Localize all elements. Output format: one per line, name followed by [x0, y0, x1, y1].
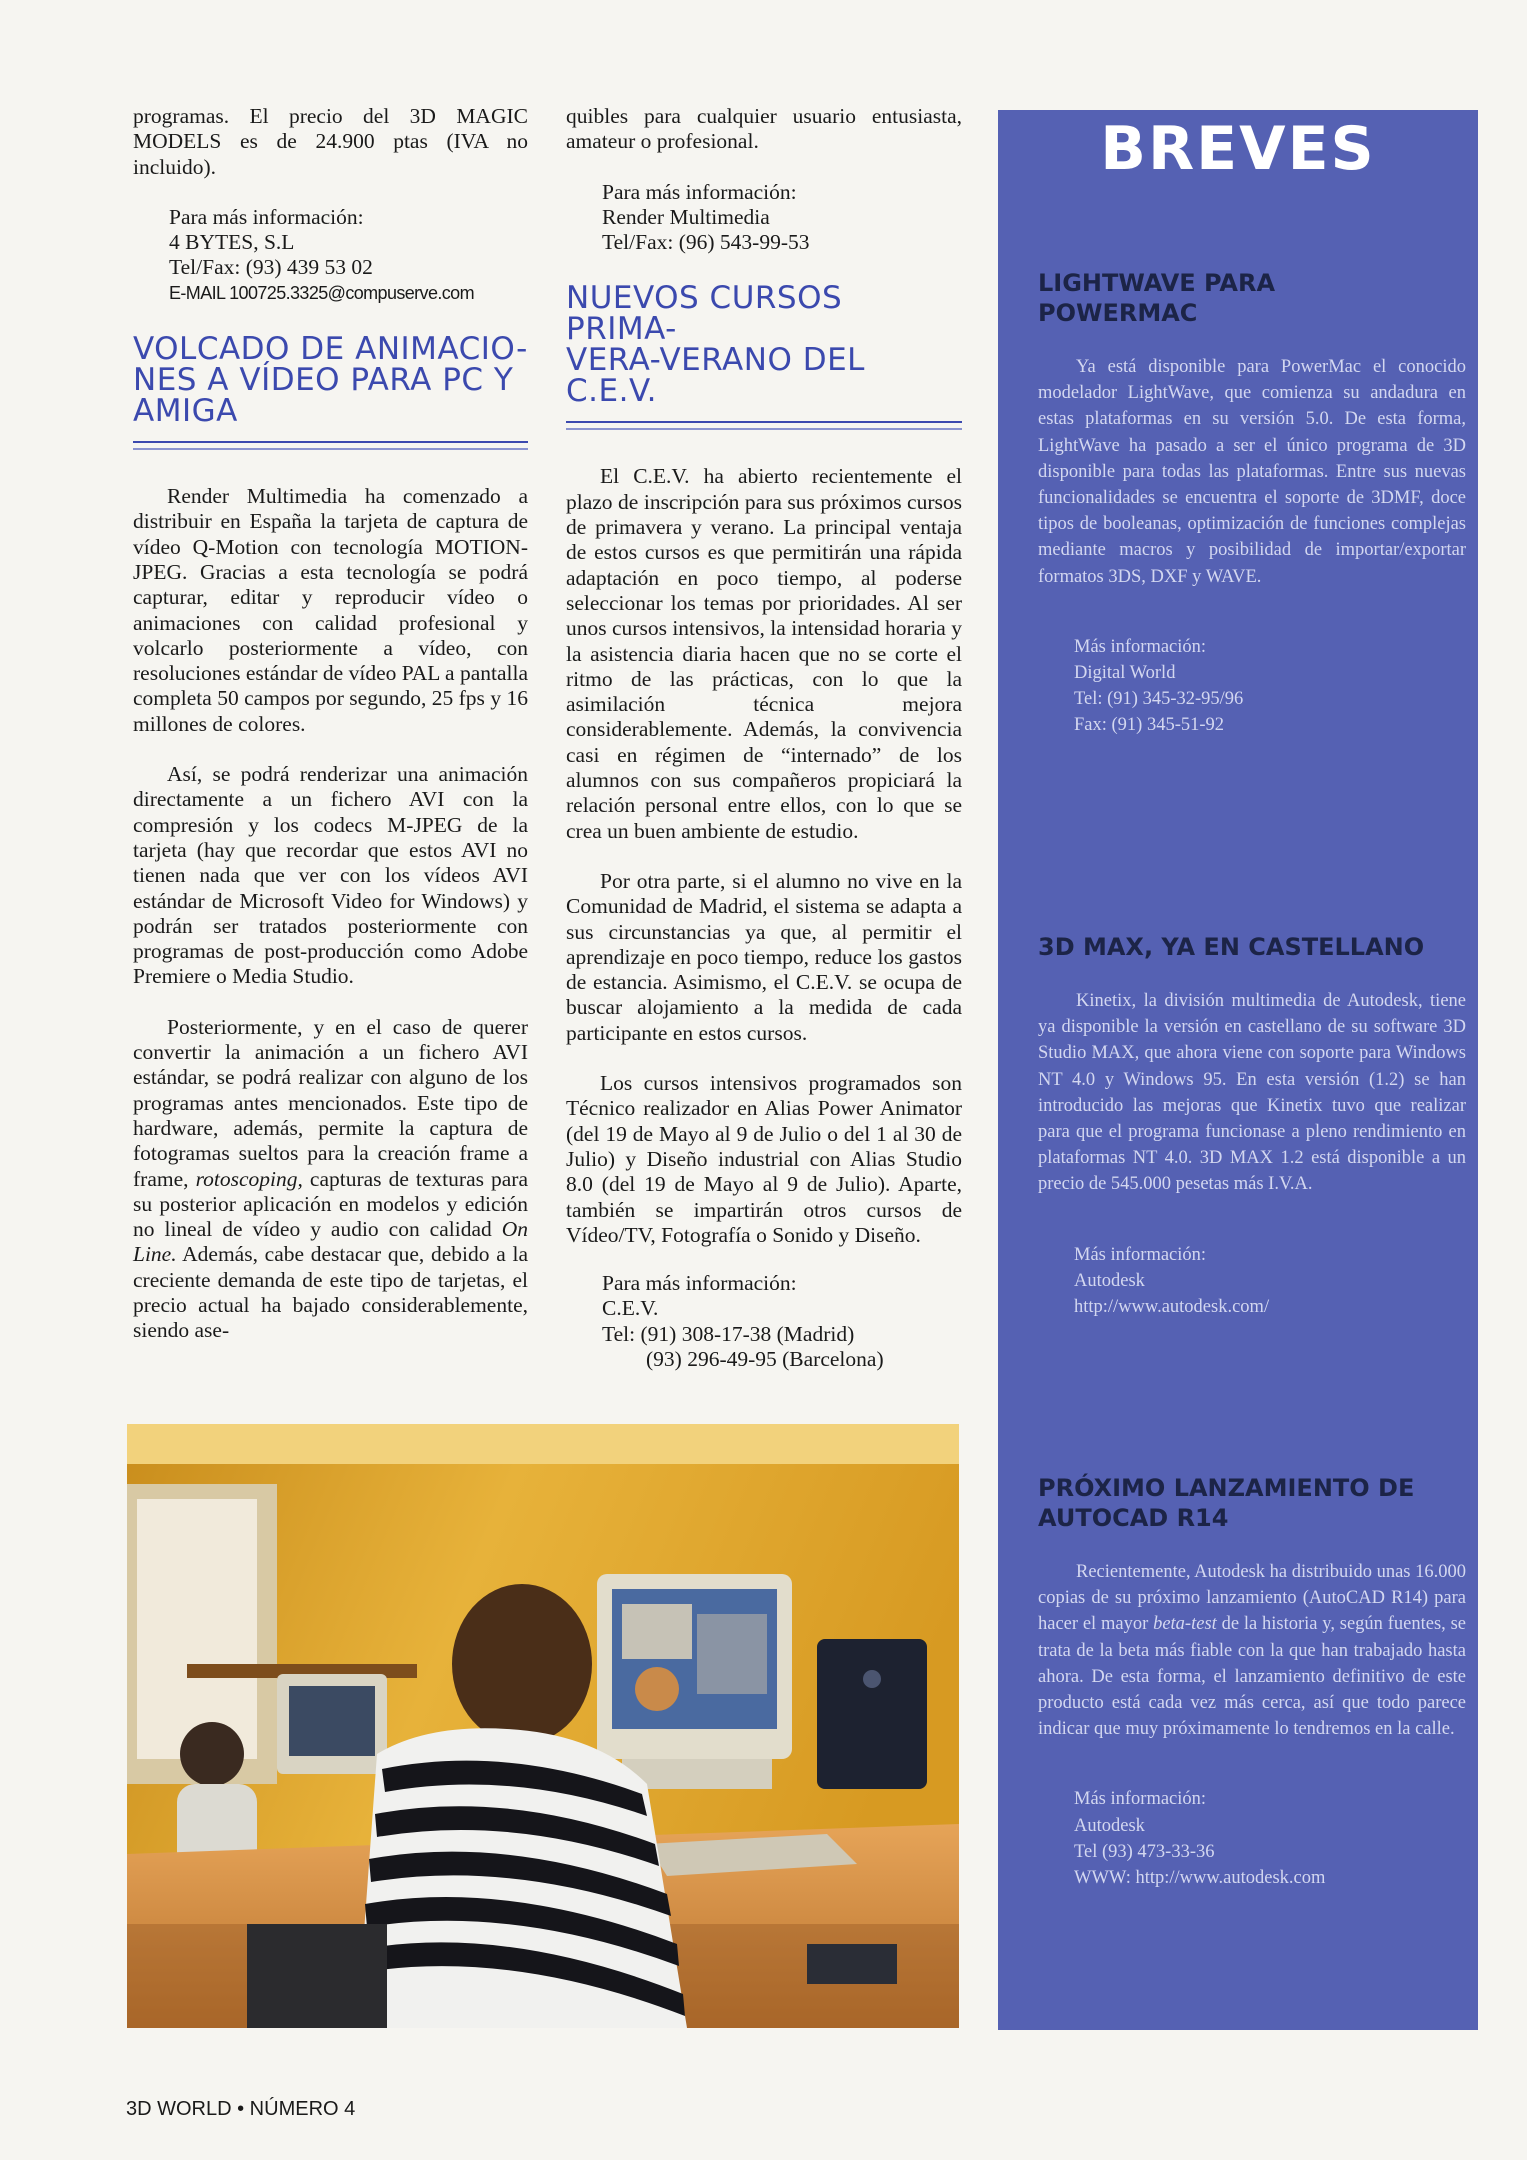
info-line: WWW: http://www.autodesk.com	[1074, 1868, 1326, 1889]
page-footer: 3D WORLD • NÚMERO 4	[126, 2098, 356, 2120]
info-line: Tel/Fax: (93) 439 53 02	[169, 255, 373, 280]
classroom-photo	[127, 1424, 959, 2028]
info-line: Autodesk	[1074, 1815, 1145, 1836]
info-line: Render Multimedia	[602, 204, 770, 229]
contact-info	[566, 180, 962, 256]
info-line: Tel: (91) 308-17-38 (Madrid)	[602, 1321, 855, 1346]
info-line: Para más información:	[169, 204, 364, 229]
news-body: Kinetix, la división multimedia de Autodesk, tiene ya disponible la versión en castellano de su software 3D Studio MAX, que ahora viene con soporte para Windows NT 4.0 y Windows 95. En esta versión (1.2) se han introducido las mejoras que Kinetix tuvo que realizar para que el programa funcionase a pleno rendimiento en plataformas NT 4.0. 3D MAX 1.2 está disponible a un precio de 545.000 pesetas más I.V.A.	[1038, 991, 1466, 1195]
heading-line: VERA-VERANO DEL C.E.V.	[566, 342, 865, 410]
heading-line: POWERMAC	[1038, 299, 1198, 327]
info-line: Más información:	[1074, 1789, 1207, 1810]
sidebar-title: BREVES	[1100, 114, 1376, 184]
info-line: Digital World	[1074, 663, 1176, 684]
heading-line: 3D MAX, YA EN CASTELLANO	[1038, 933, 1425, 961]
info-line: Tel (93) 473-33-36	[1074, 1841, 1215, 1862]
heading-line: AMIGA	[133, 393, 238, 430]
news-heading	[1038, 932, 1466, 962]
info-line: Autodesk	[1074, 1270, 1145, 1291]
contact-info	[1038, 1786, 1466, 1891]
text-run: de la historia y, según fuentes, se trata de la beta más fiable con la que han trabajado hasta ahora. De esta forma, el lanzamiento definitivo de este producto está cada vez más cerca, así que todo parece indicar que muy próximamente lo tendremos en la calle.	[1038, 1614, 1466, 1740]
paragraph: Así, se podrá renderizar una animación directamente a un fichero AVI con la compresión y los codecs M-JPEG de la tarjeta (hay que recordar que estos AVI no tienen nada que ver con los vídeos AVI estándar de Microsoft Video for Windows) y podrán ser tratados posteriormente con programas de post-producción como Adobe Premiere o Media Studio.	[133, 762, 528, 989]
info-line: Fax: (91) 345-51-92	[1074, 715, 1225, 736]
info-line: Para más información:	[602, 1271, 797, 1296]
text-run: Recientemente, Autodesk ha distribuido unas 16.000 copias de su próximo lanzamiento (AutoCAD R14) para hacer el mayor	[1038, 1562, 1466, 1635]
heading-rule	[133, 441, 528, 450]
news-item	[1038, 1473, 1466, 1891]
photo-illustration	[127, 1424, 959, 2028]
news-body: Ya está disponible para PowerMac el conocido modelador LightWave, que comienza su andadura en estas plataformas en su versión 5.0. De esta forma, LightWave ha pasado a ser el único programa de 3D disponible para todas las plataformas. Entre sus nuevas funcionalidades se encuentra el soporte de 3DMF, doce tipos de booleanas, optimización de funciones complejas mediante macros y posibilidad de importar/exportar formatos 3DS, DXF y WAVE.	[1038, 357, 1466, 587]
text-run: Además, cabe destacar que, debido a la creciente demanda de este tipo de tarjetas, el precio actual ha bajado considerablemente, siendo ase-	[133, 1242, 528, 1343]
contact-info	[1038, 1242, 1466, 1321]
paragraph	[133, 1015, 528, 1344]
news-heading	[1038, 268, 1466, 328]
paragraph: Render Multimedia ha comenzado a distribuir en España la tarjeta de captura de vídeo Q-Motion con tecnología MOTION-JPEG. Gracias a esta tecnología se podrá capturar, editar y reproducir vídeo o animaciones con calidad profesional y volcarlo posteriormente a vídeo, con resoluciones estándar de vídeo PAL a pantalla completa 50 campos por segundo, 25 fps y 16 millones de colores.	[133, 484, 528, 736]
info-line: 4 BYTES, S.L	[169, 230, 295, 255]
paragraph: quibles para cualquier usuario entusiasta, amateur o profesional.	[566, 104, 962, 154]
info-line: Tel/Fax: (96) 543-99-53	[602, 230, 810, 255]
text-run: Posteriormente, y en el caso de querer convertir la animación a un fichero AVI estándar, se podrá realizar con alguno de los programas antes mencionados. Este tipo de hardware, además, permite la captura de fotogramas sueltos para la creación frame a frame,	[133, 1014, 528, 1191]
info-line: Para más información:	[602, 179, 797, 204]
heading-line: NES A VÍDEO PARA PC Y	[133, 362, 514, 399]
contact-info	[1038, 634, 1466, 739]
heading-line: LIGHTWAVE PARA	[1038, 269, 1276, 297]
heading-line: NUEVOS CURSOS PRIMA-	[566, 280, 843, 348]
info-line: Tel: (91) 345-32-95/96	[1074, 689, 1244, 710]
heading-line: PRÓXIMO LANZAMIENTO DE	[1038, 1474, 1415, 1502]
info-line: Más información:	[1074, 1244, 1207, 1265]
article-heading	[133, 331, 528, 430]
news-body	[1038, 1559, 1466, 1742]
info-line: http://www.autodesk.com/	[1074, 1297, 1270, 1318]
article-column-2	[566, 104, 962, 1398]
article-heading	[566, 280, 962, 410]
paragraph: El C.E.V. ha abierto recientemente el plazo de inscripción para sus próximos cursos de primavera y verano. La principal ventaja de estos cursos es que permitirán una rápida adaptación en poco tiempo, al poderse seleccionar los temas por prioridades. Al ser unos cursos intensivos, la intensidad horaria y la asistencia diaria hacen que no se corte el ritmo de las prácticas, con lo que la asimilación técnica mejora considerablemente. Además, la convivencia casi en régimen de “internado” de los alumnos con sus compañeros propiciará la relación personal entre ellos, con lo que se crea un buen ambiente de estudio.	[566, 464, 962, 843]
article-column-1	[133, 104, 528, 1369]
news-item	[1038, 932, 1466, 1320]
paragraph: programas. El precio del 3D MAGIC MODELS es de 24.900 ptas (IVA no incluido).	[133, 104, 528, 179]
italic-term: On Line.	[133, 1217, 529, 1267]
info-line: (93) 296-49-95 (Barcelona)	[646, 1346, 884, 1371]
italic-term: beta-test	[1153, 1614, 1217, 1635]
heading-rule	[566, 421, 962, 430]
heading-line: AUTOCAD R14	[1038, 1504, 1229, 1532]
paragraph: Los cursos intensivos programados son Técnico realizador en Alias Power Animator (del 19 de Mayo al 9 de Julio o del 1 al 30 de Julio) y Diseño industrial con Alias Studio 8.0 (del 19 de Mayo al 9 de Julio). Aparte, también se impartirán otros cursos de Vídeo/TV, Fotografía o Sonido y Diseño.	[566, 1071, 962, 1247]
info-line: E-MAIL 100725.3325@compuserve.com	[169, 282, 474, 303]
info-line: Más información:	[1074, 636, 1207, 657]
paragraph: Por otra parte, si el alumno no vive en la Comunidad de Madrid, el sistema se adapta a sus circunstancias ya que, al permitir el aprendizaje en poco tiempo, reduce los gastos de estancia. Asimismo, el C.E.V. se ocupa de buscar alojamiento a la medida de cada participante en estos cursos.	[566, 868, 962, 1045]
news-heading	[1038, 1473, 1466, 1533]
contact-info	[133, 205, 528, 306]
heading-line: VOLCADO DE ANIMACIO-	[133, 331, 528, 368]
news-item	[1038, 268, 1466, 739]
info-line: C.E.V.	[602, 1296, 659, 1321]
breves-sidebar	[998, 110, 1478, 2030]
text-run: capturas de texturas para su posterior aplicación en modelos y edición no lineal de vídeo y audio con calidad	[133, 1166, 529, 1242]
contact-info	[566, 1271, 962, 1372]
italic-term: rotoscoping,	[195, 1166, 303, 1191]
